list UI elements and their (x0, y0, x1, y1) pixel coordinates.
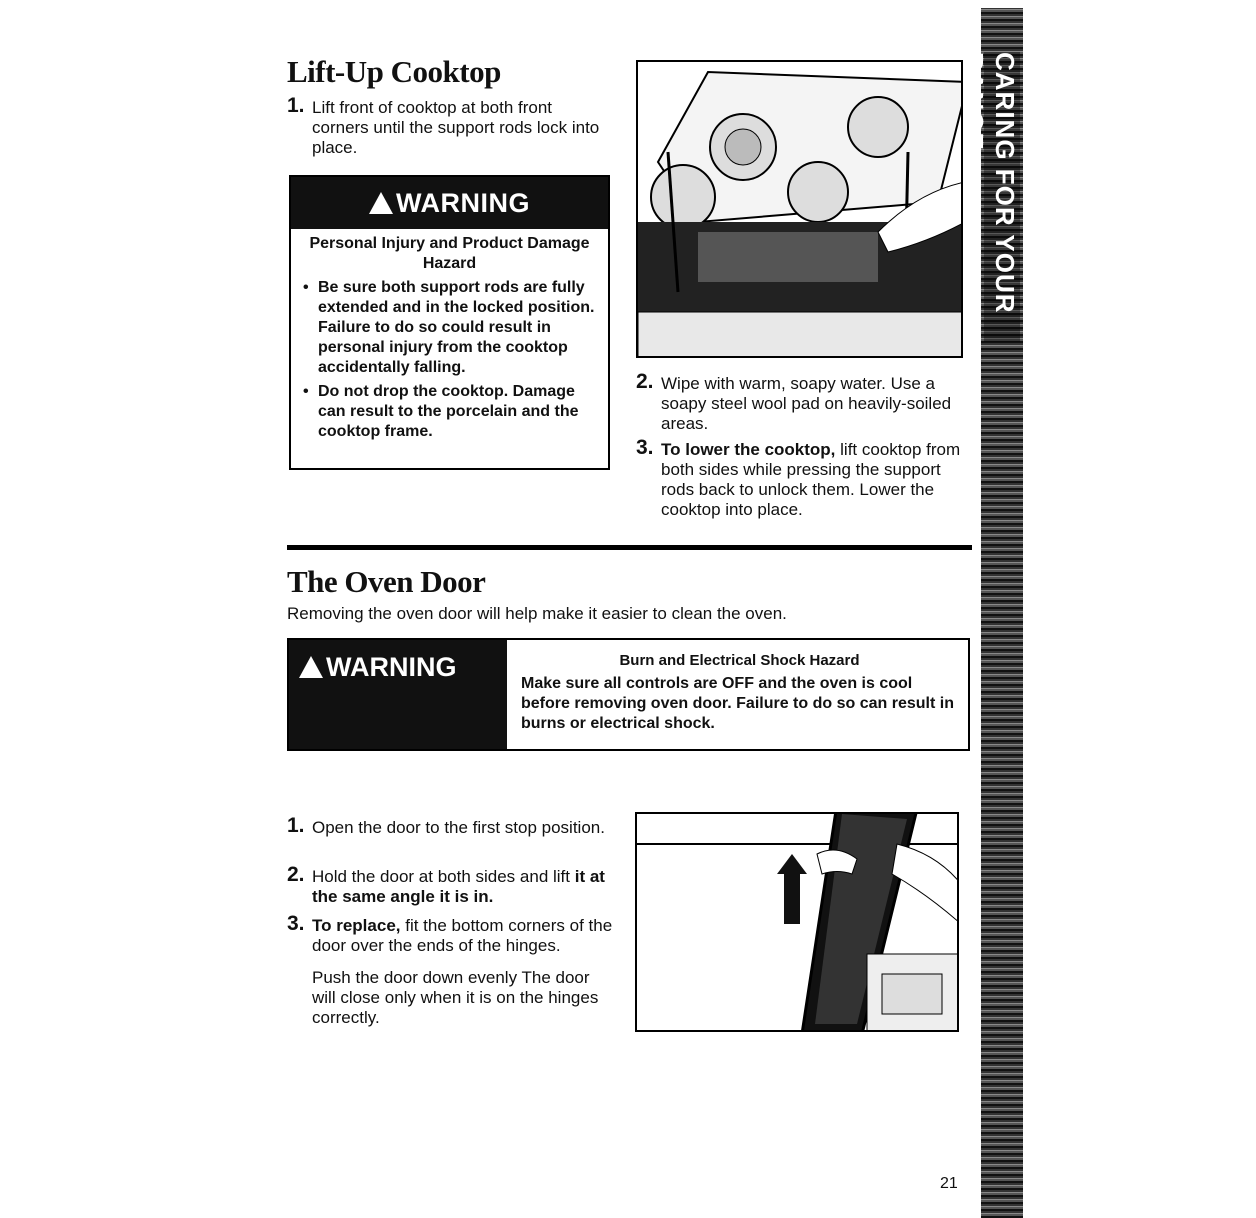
step-number: 3. (287, 912, 305, 935)
step-rest: fit the bottom corners of the door over the ends of the hinges. (312, 916, 613, 955)
warning-label: WARNING (396, 187, 530, 218)
side-tab-label: CARING FOR YOUR RANGE (984, 52, 1020, 342)
step-text (312, 916, 617, 956)
door-step-2 (287, 863, 617, 907)
warning-label: WARNING (326, 652, 457, 682)
step-number: 3. (636, 436, 654, 459)
warning-list (291, 278, 608, 442)
step-text (312, 867, 617, 907)
bullet-bold: Do not drop the cooktop. (318, 383, 509, 400)
warning-triangle-icon (299, 656, 323, 678)
cooktop-illustration (636, 60, 963, 358)
step-number: 2. (287, 863, 305, 886)
oven-door-illustration (635, 812, 959, 1032)
oven-door-title: The Oven Door (287, 564, 486, 599)
warning-triangle-icon (369, 192, 393, 214)
warning-header (289, 640, 507, 749)
cooktop-warning-box (289, 175, 610, 470)
step-number: 2. (636, 370, 654, 393)
oven-door-intro: Removing the oven door will help make it easier to clean the oven. (287, 604, 787, 623)
step-text: Wipe with warm, soapy water. Use a soapy steel wool pad on heavily-soiled areas. (661, 374, 952, 433)
side-tab (959, 8, 1023, 1218)
warning-content (507, 640, 968, 749)
lift-up-cooktop-title: Lift-Up Cooktop (287, 54, 501, 89)
door-step-1 (287, 814, 617, 838)
warning-header (291, 177, 608, 229)
section-divider (287, 545, 972, 550)
warning-bullet: • Be sure both support rods are fully extended and in the locked position. Failure to do so could result in personal injury from the cooktop accidentally falling. (301, 278, 600, 378)
hazard-title: Burn and Electrical Shock Hazard (619, 652, 860, 669)
cooktop-step-1 (287, 94, 612, 158)
hazard-title: Personal Injury and Product Damage Hazard (309, 235, 590, 272)
step-bold: it at the same angle it is in. (312, 867, 605, 906)
cooktop-drawing (638, 62, 963, 358)
step-number: 1. (287, 94, 305, 117)
cooktop-step-2 (636, 370, 961, 434)
step-bold: To lower the cooktop, (661, 440, 836, 459)
page-number: 21 (940, 1175, 958, 1192)
step-rest: Hold the door at both sides and lift (312, 867, 570, 886)
step-number: 1. (287, 814, 305, 837)
door-step-3 (287, 912, 617, 1028)
step-text: Lift front of cooktop at both front corners until the support rods lock into place. (312, 98, 600, 157)
step-bold: To replace, (312, 916, 401, 935)
oven-door-drawing (637, 814, 959, 1032)
step-text: Open the door to the first stop position. (312, 818, 605, 837)
step-extra: Push the door down evenly The door will close only when it is on the hinges correctly. (312, 968, 599, 1027)
oven-door-warning-box (287, 638, 970, 751)
warning-bullet (301, 382, 600, 442)
warning-message: Make sure all controls are OFF and the oven is cool before removing oven door. Failure to do so can result in burns or electrical shock. (521, 675, 954, 732)
bullet-rest: Damage can result to the porcelain and the cooktop frame. (318, 383, 579, 440)
cooktop-step-3 (636, 436, 961, 520)
step-text (661, 440, 961, 520)
step-rest: lift cooktop from both sides while pressing the support rods back to unlock them. Lower the cooktop into place. (661, 440, 961, 519)
